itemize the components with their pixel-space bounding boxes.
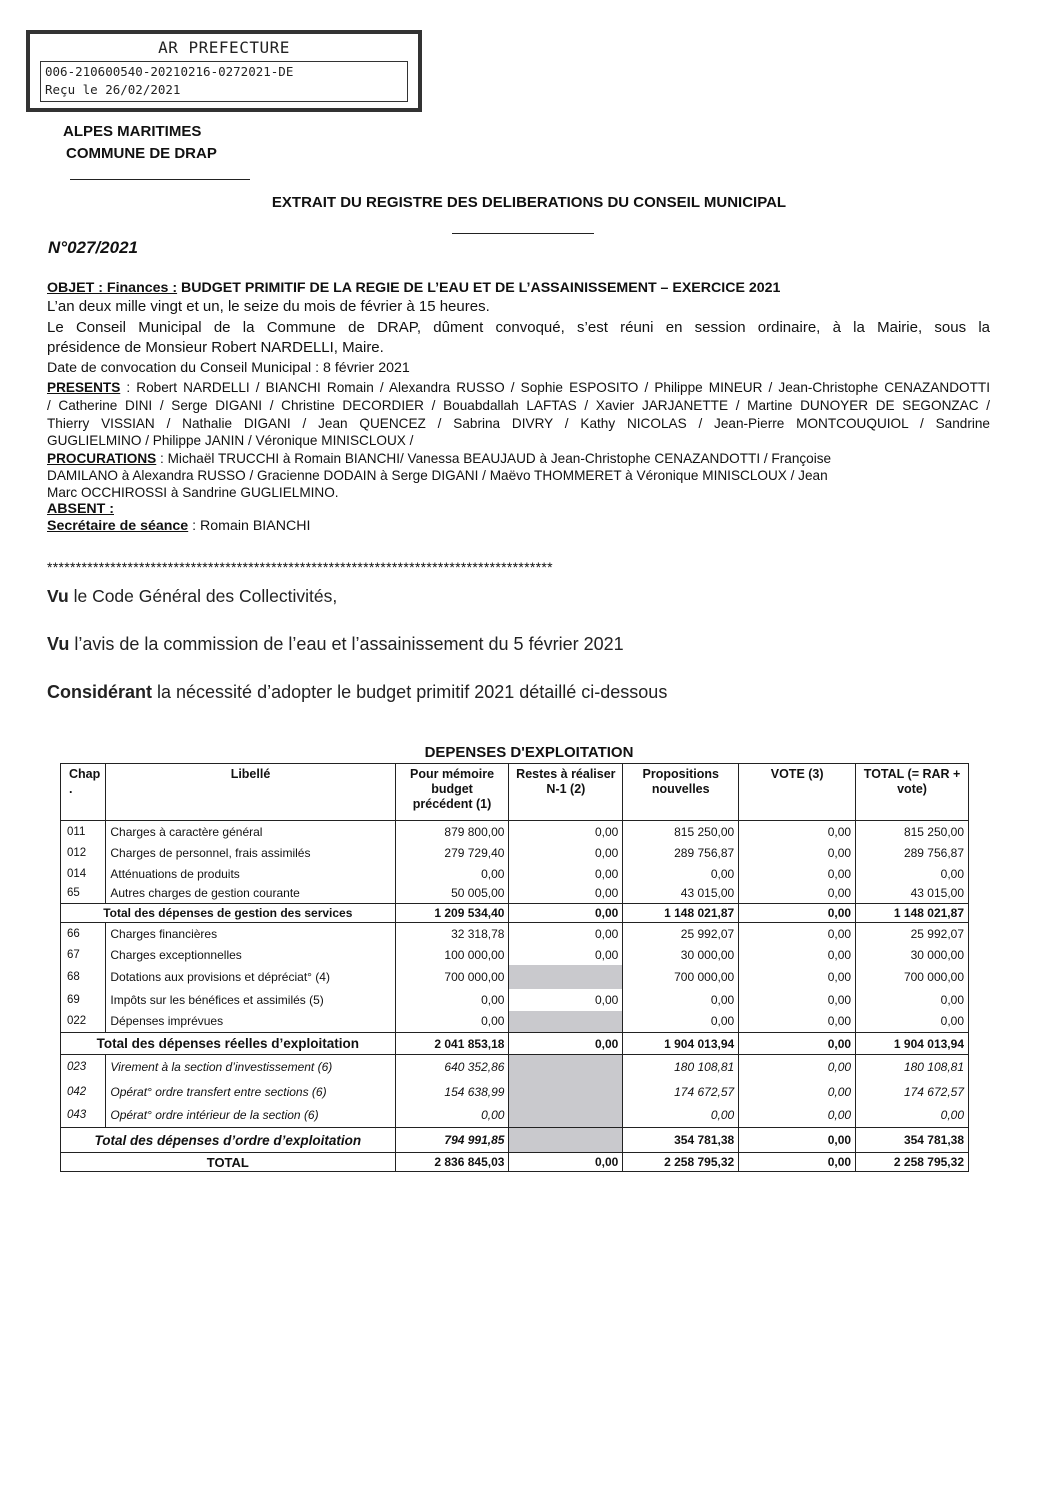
header-libelle: Libellé <box>106 764 395 821</box>
subtotal-row-gestion: Total des dépenses de gestion des services 1 209 534,40 0,00 1 148 021,87 0,00 1 148 021,87 <box>61 904 969 923</box>
secretaire-label: Secrétaire de séance <box>47 518 189 534</box>
prefecture-stamp <box>26 30 422 112</box>
restes-unavailable-cell <box>509 1080 623 1104</box>
separator-stars: **************************************************************************************** <box>47 559 553 575</box>
secretaire-line: Secrétaire de séance : Romain BIANCHI <box>47 518 311 534</box>
title-divider <box>452 233 594 234</box>
procurations-label: PROCURATIONS <box>47 451 157 466</box>
table-title: DEPENSES D'EXPLOITATION <box>424 744 634 761</box>
table-row: 66 Charges financières 32 318,78 0,00 25 992,07 0,00 25 992,07 <box>61 923 969 945</box>
presents-line-3: Thierry VISSIAN / Nathalie DIGANI / Jean QUENCEZ / Sabrina DIVRY / Kathy NICOLAS / Jean-Pierre MONTCOUQUIOL / Sandrine <box>47 416 990 431</box>
deliberation-number: N°027/2021 <box>48 238 138 257</box>
procurations-line-3: Marc OCCHIROSSI à Sandrine GUGLIELMINO. <box>47 485 339 500</box>
table-row: 043 Opérat° ordre intérieur de la section (6) 0,00 0,00 0,00 0,00 <box>61 1104 969 1128</box>
header-propositions: Propositions nouvelles <box>623 764 739 821</box>
department-name: ALPES MARITIMES <box>63 123 202 140</box>
considerant-line: Considérant la nécessité d’adopter le budget primitif 2021 détaillé ci-dessous <box>47 682 668 702</box>
grand-total-row: TOTAL 2 836 845,03 0,00 2 258 795,32 0,00 2 258 795,32 <box>61 1153 969 1172</box>
intro-presidence: présidence de Monsieur Robert NARDELLI, Maire. <box>47 339 384 356</box>
presents-label: PRESENTS <box>47 380 121 395</box>
table-row: 67 Charges exceptionnelles 100 000,00 0,00 30 000,00 0,00 30 000,00 <box>61 945 969 965</box>
vu-commission-line: Vu l’avis de la commission de l’eau et l’assainissement du 5 février 2021 <box>47 634 624 654</box>
table-row: 65 Autres charges de gestion courante 50 005,00 0,00 43 015,00 0,00 43 015,00 <box>61 884 969 904</box>
header-divider <box>70 179 250 180</box>
stamp-received-date: Reçu le 26/02/2021 <box>45 82 181 97</box>
stamp-reference: 006-210600540-20210216-0272021-DE <box>45 64 294 79</box>
table-row: 011 Charges à caractère général 879 800,00 0,00 815 250,00 0,00 815 250,00 <box>61 821 969 843</box>
table-row: 69 Impôts sur les bénéfices et assimilés (5) 0,00 0,00 0,00 0,00 0,00 <box>61 989 969 1011</box>
objet-label: OBJET : Finances : <box>47 280 178 296</box>
convocation-date: Date de convocation du Conseil Municipal : 8 février 2021 <box>47 360 410 376</box>
header-memoire: Pour mémoire budget précédent (1) <box>395 764 509 821</box>
objet-line <box>47 280 997 297</box>
table-row: 022 Dépenses imprévues 0,00 0,00 0,00 0,00 <box>61 1011 969 1033</box>
header-chap: Chap . <box>61 764 106 821</box>
intro-date: L’an deux mille vingt et un, le seize du mois de février à 15 heures. <box>47 298 490 315</box>
table-header-row <box>61 764 969 821</box>
restes-unavailable-cell <box>509 1055 623 1080</box>
header-vote: VOTE (3) <box>739 764 856 821</box>
header-total: TOTAL (= RAR + vote) <box>856 764 969 821</box>
vu-code-line: Vu le Code Général des Collectivités, <box>47 586 338 606</box>
absent-label: ABSENT : <box>47 501 114 517</box>
table-row: 023 Virement à la section d’investissement (6) 640 352,86 180 108,81 0,00 180 108,81 <box>61 1055 969 1080</box>
stamp-reference-box <box>40 61 408 102</box>
restes-unavailable-cell <box>509 1128 623 1153</box>
intro-session: Le Conseil Municipal de la Commune de DRAP, dûment convoqué, s’est réuni en session ordinaire, à la Mairie, sous la <box>47 319 990 336</box>
header-restes: Restes à réaliser N-1 (2) <box>509 764 623 821</box>
procurations-line-2: DAMILANO à Alexandra RUSSO / Gracienne DODAIN à Serge DIGANI / Maëvo THOMMERET à Véronique MINISCLOUX / Jean <box>47 468 828 483</box>
depenses-table <box>60 763 969 1172</box>
table-row: 68 Dotations aux provisions et dépréciat° (4) 700 000,00 700 000,00 0,00 700 000,00 <box>61 965 969 989</box>
objet-text: BUDGET PRIMITIF DE LA REGIE DE L’EAU ET DE L’ASSAINISSEMENT – EXERCICE 2021 <box>177 280 781 296</box>
restes-unavailable-cell <box>509 1104 623 1128</box>
table-row: 042 Opérat° ordre transfert entre sections (6) 154 638,99 174 672,57 0,00 174 672,57 <box>61 1080 969 1104</box>
subtotal-row-ordre: Total des dépenses d’ordre d’exploitation 794 991,85 354 781,38 0,00 354 781,38 <box>61 1128 969 1153</box>
subtotal-row-reelles: Total des dépenses réelles d’exploitation 2 041 853,18 0,00 1 904 013,94 0,00 1 904 013,94 <box>61 1033 969 1055</box>
table-row: 014 Atténuations de produits 0,00 0,00 0,00 0,00 0,00 <box>61 864 969 884</box>
presents-line-4: GUGLIELMINO / Philippe JANIN / Véronique MINISCLOUX / <box>47 433 414 448</box>
register-title: EXTRAIT DU REGISTRE DES DELIBERATIONS DU CONSEIL MUNICIPAL <box>271 194 787 211</box>
restes-unavailable-cell <box>509 965 623 989</box>
table-row: 012 Charges de personnel, frais assimilés 279 729,40 0,00 289 756,87 0,00 289 756,87 <box>61 843 969 864</box>
restes-unavailable-cell <box>509 1011 623 1033</box>
presents-line-2: / Catherine DINI / Serge DIGANI / Christine DECORDIER / Bouabdallah LAFTAS / Xavier JARJANETTE / Martine DUNOYER DE SEGONZAC / <box>47 398 990 413</box>
presents-line-1: PRESENTS : Robert NARDELLI / BIANCHI Romain / Alexandra RUSSO / Sophie ESPOSITO / Philippe MINEUR / Jean-Christophe CENAZANDOTTI <box>47 380 990 395</box>
stamp-title: AR PREFECTURE <box>158 38 290 57</box>
procurations-line-1: PROCURATIONS : Michaël TRUCCHI à Romain BIANCHI/ Vanessa BEAUJAUD à Jean-Christophe CENAZANDOTTI / Françoise <box>47 451 832 466</box>
commune-name: COMMUNE DE DRAP <box>66 145 217 162</box>
